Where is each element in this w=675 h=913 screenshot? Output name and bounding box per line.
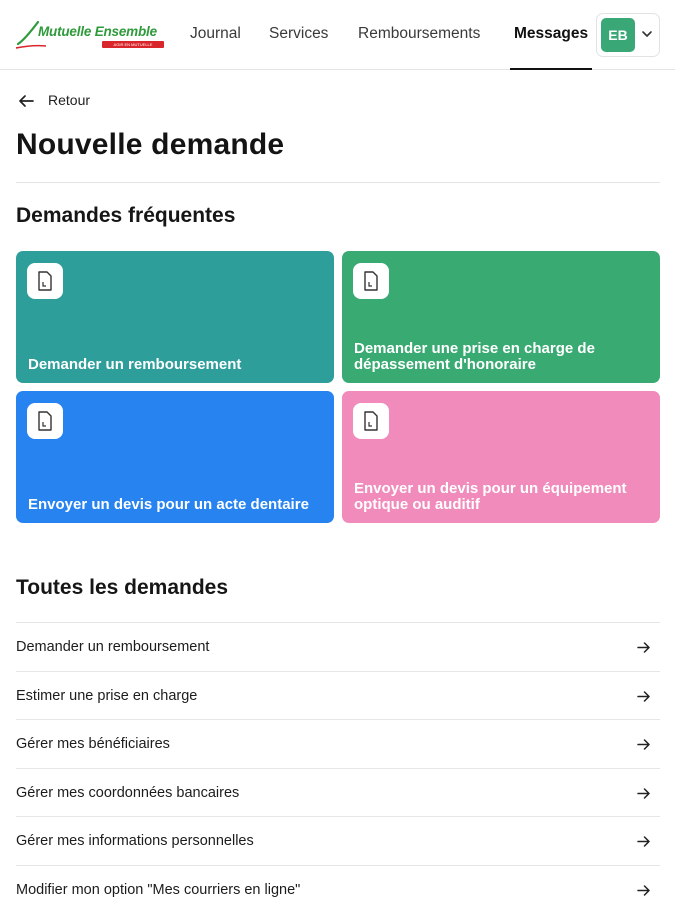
arrow-left-icon — [18, 94, 34, 108]
document-icon — [27, 263, 63, 299]
list-item-label: Gérer mes bénéficiaires — [16, 736, 170, 752]
all-requests-list — [16, 622, 660, 913]
active-tab-indicator — [510, 68, 592, 70]
card-label: Demander un remboursement — [28, 357, 320, 373]
document-icon — [353, 263, 389, 299]
list-item-gerer-informations-personnelles[interactable] — [16, 816, 660, 865]
card-label: Envoyer un devis pour un acte dentaire — [28, 497, 320, 513]
nav-messages[interactable]: Messages — [514, 25, 588, 43]
list-item-gerer-coordonnees-bancaires[interactable] — [16, 768, 660, 817]
account-menu-button[interactable] — [596, 13, 660, 57]
card-label: Envoyer un devis pour un équipement optique ou auditif — [354, 481, 646, 513]
nav-services[interactable]: Services — [269, 25, 328, 43]
card-label: Demander une prise en charge de dépassement d'honoraire — [354, 341, 646, 373]
document-icon — [27, 403, 63, 439]
list-item-gerer-beneficiaires[interactable] — [16, 719, 660, 768]
avatar: EB — [601, 18, 635, 52]
all-requests-title: Toutes les demandes — [16, 576, 228, 600]
nav-remboursements[interactable]: Remboursements — [358, 25, 480, 43]
document-icon — [353, 403, 389, 439]
back-link[interactable] — [18, 90, 108, 112]
frequent-requests-title: Demandes fréquentes — [16, 204, 235, 228]
page-title: Nouvelle demande — [16, 128, 284, 162]
arrow-right-icon — [637, 885, 650, 896]
card-devis-optique-auditif[interactable] — [342, 391, 660, 523]
list-item-estimer-prise-en-charge[interactable] — [16, 671, 660, 720]
arrow-right-icon — [637, 739, 650, 750]
list-item-modifier-courriers-en-ligne[interactable] — [16, 865, 660, 913]
card-devis-dentaire[interactable] — [16, 391, 334, 523]
arrow-right-icon — [637, 642, 650, 653]
card-demander-remboursement[interactable] — [16, 251, 334, 383]
top-navigation-bar — [0, 0, 675, 70]
chevron-down-icon — [641, 30, 653, 38]
list-item-demander-remboursement[interactable] — [16, 622, 660, 671]
arrow-right-icon — [637, 788, 650, 799]
list-item-label: Gérer mes coordonnées bancaires — [16, 785, 239, 801]
nav-journal[interactable]: Journal — [190, 25, 241, 43]
divider — [16, 182, 660, 183]
logo-name: Mutuelle Ensemble — [38, 24, 157, 39]
arrow-right-icon — [637, 836, 650, 847]
list-item-label: Demander un remboursement — [16, 639, 209, 655]
back-label: Retour — [48, 92, 90, 108]
list-item-label: Estimer une prise en charge — [16, 688, 197, 704]
list-item-label: Modifier mon option "Mes courriers en ligne" — [16, 882, 300, 898]
logo-tagline: AGIR EN MUTUELLE — [102, 41, 164, 48]
arrow-right-icon — [637, 691, 650, 702]
mutuelle-logo[interactable] — [16, 18, 166, 52]
card-prise-en-charge-depassement[interactable] — [342, 251, 660, 383]
list-item-label: Gérer mes informations personnelles — [16, 833, 254, 849]
